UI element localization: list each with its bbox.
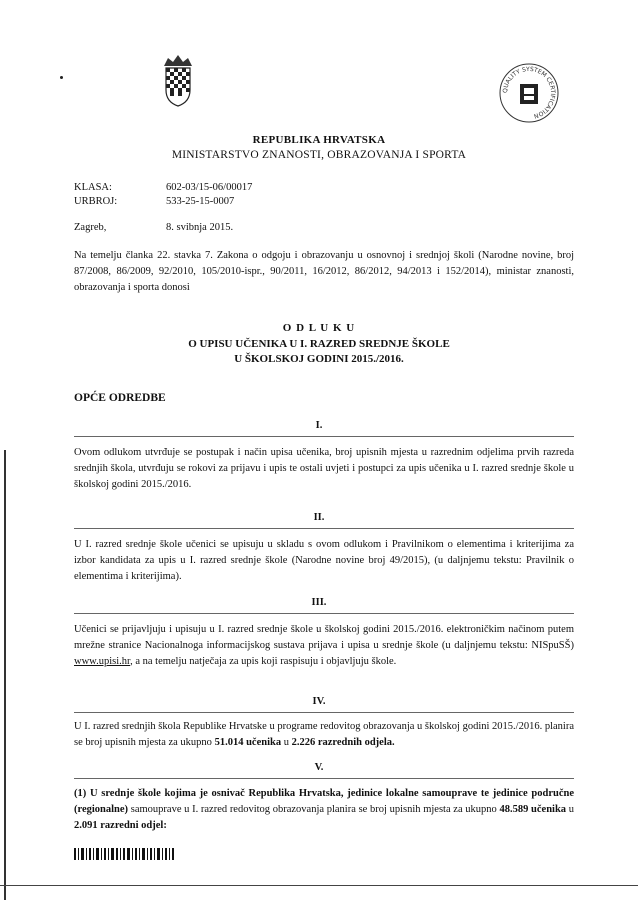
class-count: 2.091 razredni odjel:	[74, 820, 167, 831]
decision-subtitle-2: U ŠKOLSKOJ GODINI 2015./2016.	[234, 353, 404, 365]
klasa-row	[74, 182, 374, 196]
place-label: Zagreb,	[74, 222, 107, 233]
barcode	[74, 848, 174, 860]
student-count: 48.589 učenika	[499, 804, 567, 815]
article-number: II.	[313, 512, 325, 523]
scan-speck	[60, 76, 63, 79]
article-text: U I. razred srednjih škola Republike Hrvatske u programe redovitog obrazovanja u školskoj godini 2015./2016. planira se broj upisnih mjesta za ukupno	[74, 721, 574, 748]
article-divider	[74, 778, 574, 779]
klasa-value: 602-03/15-06/00017	[166, 182, 253, 193]
article-text: samouprave u I. razred redovitog obrazovanja planira se broj upisnih mjesta za ukupno	[128, 804, 500, 815]
article-bold-lead: (1) U srednje škole kojima je osnivač Republika Hrvatska, jedinice lokalne samouprave te jedinice područne (regionalne)	[74, 788, 574, 815]
student-count: 51.014 učenika	[214, 737, 282, 748]
urbroj-value: 533-25-15-0007	[166, 196, 235, 207]
date-value: 8. svibnja 2015.	[166, 222, 234, 233]
decision-subtitle-1: O UPISU UČENIKA U I. RAZRED SREDNJE ŠKOLE	[188, 338, 450, 350]
article-paragraph	[74, 786, 574, 834]
article-paragraph	[74, 622, 574, 670]
article-paragraph	[74, 719, 574, 751]
klasa-label: KLASA:	[74, 182, 112, 193]
article-number: IV.	[312, 696, 326, 707]
class-count: 2.226 razrednih odjela.	[291, 737, 395, 748]
certification-seal-icon	[498, 62, 560, 124]
urbroj-label: URBROJ:	[74, 196, 118, 207]
article-divider	[74, 712, 574, 713]
article-divider	[74, 613, 574, 614]
date-row	[74, 222, 374, 236]
ministry-title: MINISTARSTVO ZNANOSTI, OBRAZOVANJA I SPORTA	[171, 149, 467, 161]
article-paragraph: U I. razred srednje škole učenici se upisuju u skladu s ovom odlukom i Pravilnikom o elementima i kriterijima za izbor kandidata za upis u I. razred srednje škole (Narodne novine broj 49/2015), (u daljnjemu tekstu: Pravilnik o elementima i kriterijima).	[74, 539, 574, 582]
article-divider	[74, 528, 574, 529]
section-heading: OPĆE ODREDBE	[74, 392, 166, 404]
urbroj-row	[74, 196, 374, 210]
article-number: I.	[315, 420, 323, 431]
country-title: REPUBLIKA HRVATSKA	[252, 134, 386, 146]
article-text: Učenici se prijavljuju i upisuju u I. razred srednje škole u školskoj godini 2015./2016. elektroničkim načinom putem mrežne stranice Nacionalnoga informacijskog sustava prijava i upisa u srednje škole (u daljnjemu tekstu: NISpuSŠ)	[74, 624, 574, 651]
upisi-link[interactable]: www.upisi.hr	[74, 656, 131, 667]
article-number: V.	[314, 762, 324, 773]
article-text: u	[566, 804, 574, 815]
preamble-paragraph: Na temelju članka 22. stavka 7. Zakona o odgoju i obrazovanju u osnovnoj i srednjoj školi (Narodne novine, broj 87/2008, 86/2009, 92/2010, 105/2010-ispr., 90/2011, 16/2012, 86/2012, 94/2013 i 152/2014), ministar znanosti, obrazovanja i sporta donosi	[74, 250, 574, 293]
decision-title: O D L U K U	[282, 322, 356, 334]
article-text: , a na temelju natječaja za upis koji raspisuju i objavljuju škole.	[130, 656, 397, 667]
article-number: III.	[311, 597, 327, 608]
cert-ring-text: QUALITY SYSTEM CERTIFICATION	[501, 65, 557, 120]
article-paragraph: Ovom odlukom utvrđuje se postupak i način upisa učenika, broj upisnih mjesta u razrednim odjelima prvih razreda srednjih škola, utvrđuju se rokovi za prijavu i upis te ostali uvjeti i postupci za upis učenika u I. razred srednje škole u školskoj godini 2015./2016.	[74, 447, 574, 490]
coat-of-arms-icon	[160, 52, 196, 110]
article-text: u	[281, 737, 292, 748]
article-divider	[74, 436, 574, 437]
page-bottom-rule	[0, 885, 638, 886]
